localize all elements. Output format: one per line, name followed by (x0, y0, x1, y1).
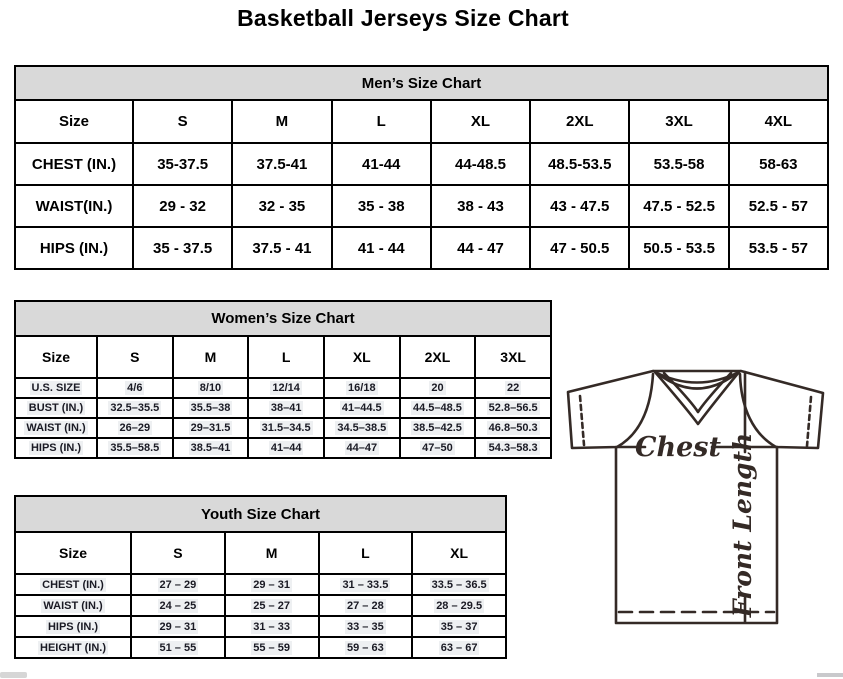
size-cell: 26–29 (97, 418, 173, 438)
size-cell: 25 – 27 (225, 595, 319, 616)
size-cell: 44.5–48.5 (400, 398, 476, 418)
size-cell: 44–47 (324, 438, 400, 458)
size-cell: 54.3–58.3 (475, 438, 551, 458)
col-header: S (133, 100, 232, 143)
size-cell: 51 – 55 (131, 637, 225, 658)
size-cell: 37.5-41 (232, 143, 331, 185)
col-header-size: Size (15, 100, 133, 143)
col-header: XL (431, 100, 530, 143)
scrollbar-thumb-fragment[interactable] (0, 672, 27, 678)
womens-table-title: Women’s Size Chart (15, 301, 551, 336)
size-cell: 8/10 (173, 378, 249, 398)
chest-label: Chest (635, 432, 721, 463)
jersey-cuff-seam (580, 396, 584, 445)
size-cell: 33.5 – 36.5 (412, 574, 506, 595)
size-cell: 31 – 33.5 (319, 574, 413, 595)
size-cell: 58-63 (729, 143, 828, 185)
row-label: HEIGHT (IN.) (15, 637, 131, 658)
row-label: CHEST (IN.) (15, 574, 131, 595)
col-header-size: Size (15, 336, 97, 378)
size-cell: 29 - 32 (133, 185, 232, 227)
col-header: XL (412, 532, 506, 574)
col-header: L (319, 532, 413, 574)
size-cell: 20 (400, 378, 476, 398)
table-row (15, 378, 551, 398)
size-cell: 35 - 38 (332, 185, 431, 227)
table-row (15, 398, 551, 418)
col-header: 2XL (400, 336, 476, 378)
table-row (15, 595, 506, 616)
col-header: S (97, 336, 173, 378)
size-cell: 22 (475, 378, 551, 398)
size-cell: 12/14 (248, 378, 324, 398)
size-cell: 16/18 (324, 378, 400, 398)
page-title: Basketball Jerseys Size Chart (237, 5, 569, 31)
size-cell: 35.5–58.5 (97, 438, 173, 458)
size-cell: 52.5 - 57 (729, 185, 828, 227)
size-cell: 41–44.5 (324, 398, 400, 418)
size-cell: 38–41 (248, 398, 324, 418)
row-label: HIPS (IN.) (15, 438, 97, 458)
col-header: L (248, 336, 324, 378)
col-header: 2XL (530, 100, 629, 143)
size-cell: 29 – 31 (225, 574, 319, 595)
col-header: L (332, 100, 431, 143)
size-cell: 44-48.5 (431, 143, 530, 185)
col-header: M (173, 336, 249, 378)
size-cell: 41-44 (332, 143, 431, 185)
table-row (15, 637, 506, 658)
size-cell: 47.5 - 52.5 (629, 185, 728, 227)
table-row (15, 438, 551, 458)
size-cell: 24 – 25 (131, 595, 225, 616)
col-header: S (131, 532, 225, 574)
size-cell: 53.5 - 57 (729, 227, 828, 269)
table-row (15, 574, 506, 595)
table-row (15, 227, 828, 269)
row-label: WAIST (IN.) (15, 595, 131, 616)
size-cell: 41 - 44 (332, 227, 431, 269)
size-cell: 48.5-53.5 (530, 143, 629, 185)
row-label: HIPS (IN.) (15, 227, 133, 269)
womens-size-chart-table (14, 300, 552, 459)
front-length-label: Front Length (728, 432, 757, 618)
size-cell: 35 – 37 (412, 616, 506, 637)
youth-size-chart-table (14, 495, 507, 659)
size-cell: 35 - 37.5 (133, 227, 232, 269)
size-cell: 32 - 35 (232, 185, 331, 227)
jersey-diagram (555, 356, 843, 642)
table-row (15, 616, 506, 637)
size-cell: 52.8–56.5 (475, 398, 551, 418)
size-cell: 38.5–42.5 (400, 418, 476, 438)
size-cell: 31 – 33 (225, 616, 319, 637)
size-cell: 50.5 - 53.5 (629, 227, 728, 269)
col-header: 4XL (729, 100, 828, 143)
size-cell: 27 – 28 (319, 595, 413, 616)
scrollbar-thumb-fragment[interactable] (817, 673, 843, 677)
youth-table-title: Youth Size Chart (15, 496, 506, 532)
row-label: U.S. SIZE (15, 378, 97, 398)
table-row (15, 185, 828, 227)
col-header: 3XL (629, 100, 728, 143)
col-header: M (232, 100, 331, 143)
col-header-size: Size (15, 532, 131, 574)
size-cell: 27 – 29 (131, 574, 225, 595)
size-cell: 59 – 63 (319, 637, 413, 658)
col-header: M (225, 532, 319, 574)
table-row (15, 143, 828, 185)
size-cell: 35-37.5 (133, 143, 232, 185)
size-cell: 38 - 43 (431, 185, 530, 227)
size-cell: 47 - 50.5 (530, 227, 629, 269)
size-cell: 41–44 (248, 438, 324, 458)
size-cell: 29 – 31 (131, 616, 225, 637)
size-cell: 43 - 47.5 (530, 185, 629, 227)
size-cell: 32.5–35.5 (97, 398, 173, 418)
jersey-cuff-seam (807, 397, 811, 446)
col-header: 3XL (475, 336, 551, 378)
size-cell: 34.5–38.5 (324, 418, 400, 438)
size-cell: 35.5–38 (173, 398, 249, 418)
size-cell: 37.5 - 41 (232, 227, 331, 269)
mens-table-title: Men’s Size Chart (15, 66, 828, 100)
row-label: WAIST (IN.) (15, 418, 97, 438)
mens-size-chart-table (14, 65, 829, 270)
col-header: XL (324, 336, 400, 378)
size-cell: 29–31.5 (173, 418, 249, 438)
row-label: WAIST(IN.) (15, 185, 133, 227)
row-label: HIPS (IN.) (15, 616, 131, 637)
row-label: CHEST (IN.) (15, 143, 133, 185)
row-label: BUST (IN.) (15, 398, 97, 418)
size-cell: 53.5-58 (629, 143, 728, 185)
size-cell: 44 - 47 (431, 227, 530, 269)
size-cell: 31.5–34.5 (248, 418, 324, 438)
size-cell: 38.5–41 (173, 438, 249, 458)
size-cell: 55 – 59 (225, 637, 319, 658)
size-cell: 63 – 67 (412, 637, 506, 658)
table-row (15, 418, 551, 438)
size-cell: 28 – 29.5 (412, 595, 506, 616)
size-cell: 33 – 35 (319, 616, 413, 637)
size-cell: 4/6 (97, 378, 173, 398)
size-cell: 46.8–50.3 (475, 418, 551, 438)
size-cell: 47–50 (400, 438, 476, 458)
